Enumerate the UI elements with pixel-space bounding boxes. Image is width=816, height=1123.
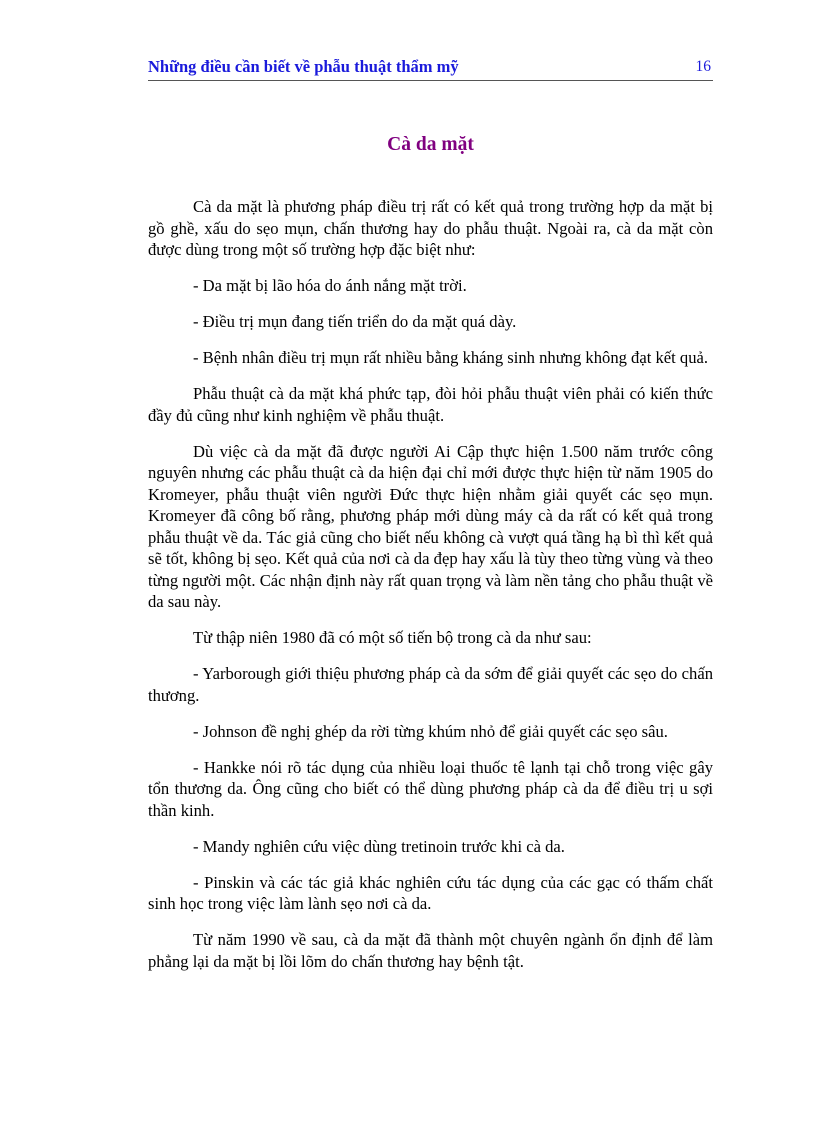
paragraph-history: Dù việc cà da mặt đã được người Ai Cập thực hiện 1.500 năm trước công nguyên nhưng các phẫu thuật cà da hiện đại chỉ mới được thực hiện từ năm 1905 do Kromeyer, phẫu thuật viên người Đức thực hiện nhằm giải quyết các sẹo mụn. Kromeyer đã công bố rằng, phương pháp mới dùng máy cà da rất có kết quả trong phẫu thuật về da. Tác giả cũng cho biết nếu không cà vượt quá tầng hạ bì thì kết quả sẽ tốt, không bị sẹo. Kết quả của nơi cà da đẹp hay xấu là tùy theo từng vùng và theo từng người một. Các nhận định này rất quan trọng và làm nền tảng cho phẫu thuật về da sau này.	[148, 441, 713, 611]
bullet-pinskin: - Pinskin và các tác giả khác nghiên cứu tác dụng của các gạc có thấm chất sinh học trong việc làm lành sẹo nơi cà da.	[148, 872, 713, 913]
page-header	[148, 57, 713, 81]
article-body	[148, 196, 713, 987]
page-number: 16	[695, 58, 711, 75]
paragraph-intro: Cà da mặt là phương pháp điều trị rất có kết quả trong trường hợp da mặt bị gồ ghề, xấu do sẹo mụn, chấn thương hay do phẫu thuật. Ngoài ra, cà da mặt còn được dùng trong một số trường hợp đặc biệt như:	[148, 197, 713, 259]
bullet-active-acne: - Điều trị mụn đang tiến triển do da mặt quá dày.	[193, 312, 517, 331]
bullet-hankke: - Hankke nói rõ tác dụng của nhiều loại thuốc tê lạnh tại chỗ trong việc gây tổn thương da. Ông cũng cho biết có thể dùng phương pháp cà da để điều trị u sợi thần kinh.	[148, 757, 713, 820]
article-title: Cà da mặt	[387, 134, 474, 155]
header-title: Những điều cần biết về phẫu thuật thẩm mỹ	[148, 57, 459, 76]
paragraph-progress-intro: Từ thập niên 1980 đã có một số tiến bộ trong cà da như sau:	[193, 628, 592, 647]
bullet-yarborough: - Yarborough giới thiệu phương pháp cà da sớm để giải quyết các sẹo do chấn thương.	[148, 664, 713, 705]
paragraph-complexity: Phẫu thuật cà da mặt khá phức tạp, đòi hỏi phẫu thuật viên phải có kiến thức đầy đủ cũng như kinh nghiệm về phẫu thuật.	[148, 384, 713, 425]
bullet-mandy: - Mandy nghiên cứu việc dùng tretinoin trước khi cà da.	[193, 836, 565, 856]
bullet-antibiotic-failure: - Bệnh nhân điều trị mụn rất nhiều bằng kháng sinh nhưng không đạt kết quả.	[193, 348, 709, 367]
bullet-johnson: - Johnson đề nghị ghép da rời từng khúm nhỏ để giải quyết các sẹo sâu.	[193, 721, 668, 741]
bullet-sun-aging: - Da mặt bị lão hóa do ánh nắng mặt trời.	[193, 276, 467, 295]
paragraph-1990: Từ năm 1990 về sau, cà da mặt đã thành một chuyên ngành ổn định để làm phẳng lại da mặt bị lồi lõm do chấn thương hay bệnh tật.	[148, 930, 713, 971]
